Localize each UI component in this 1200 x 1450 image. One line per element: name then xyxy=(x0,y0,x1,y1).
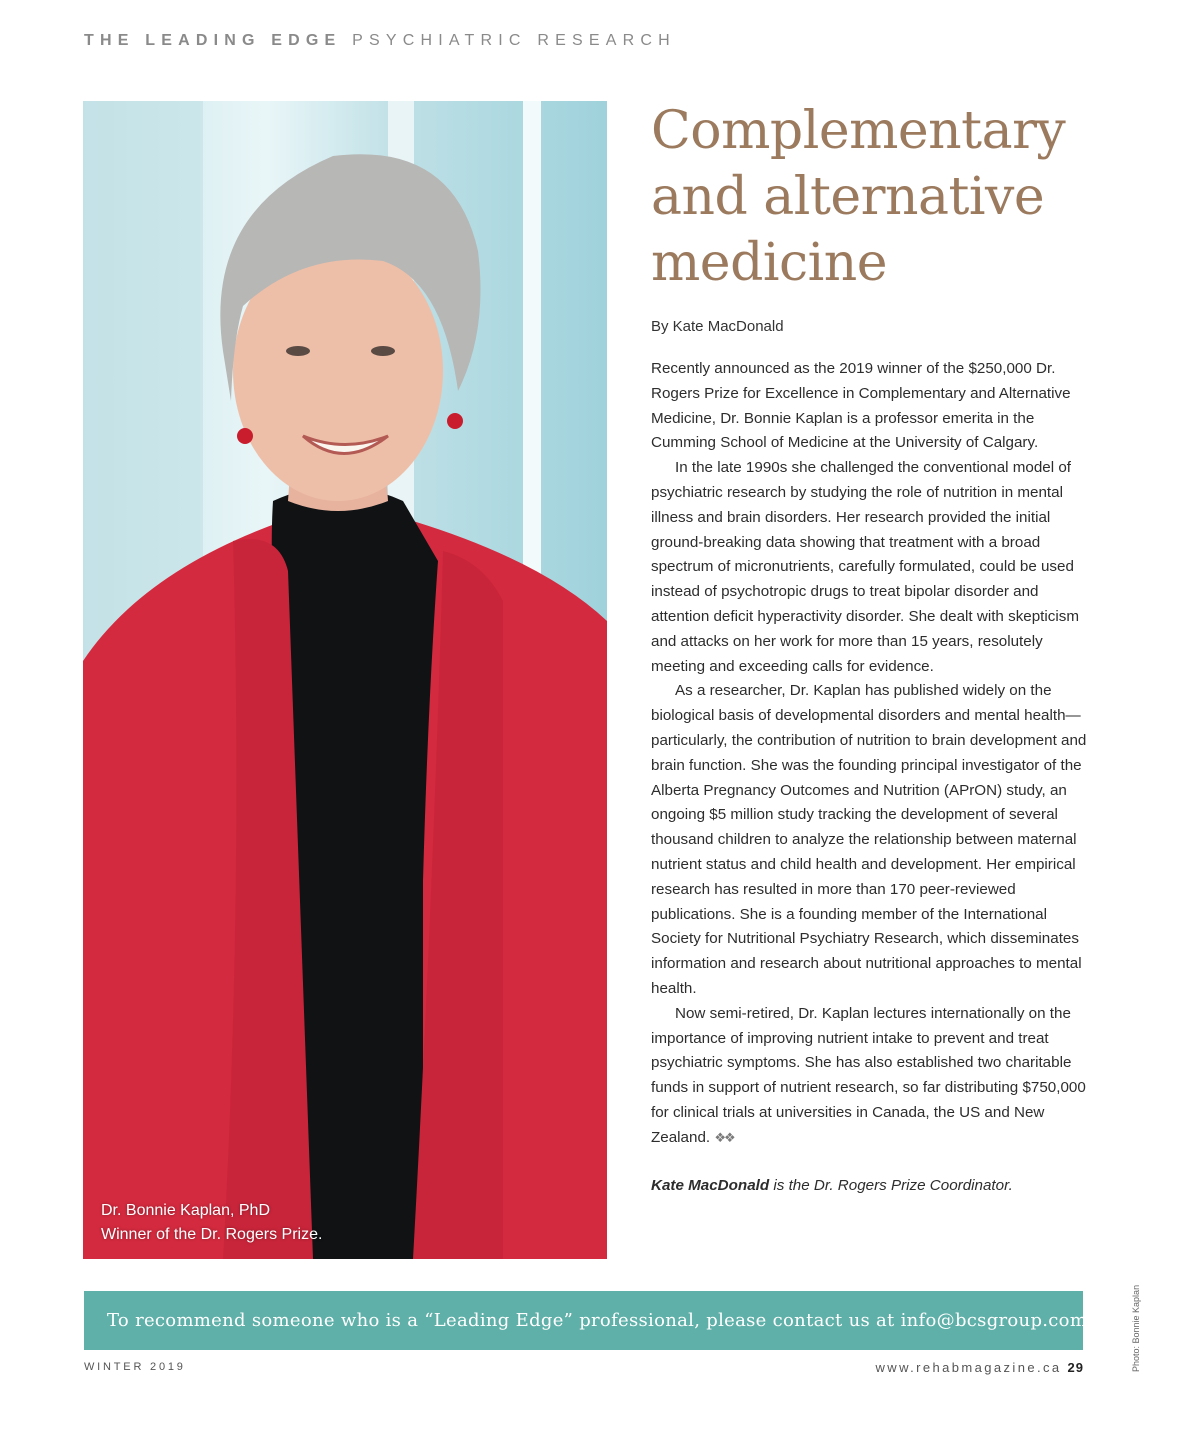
photo-credit: Photo: Bonnie Kaplan xyxy=(1131,1284,1141,1372)
recommend-banner xyxy=(84,1291,1088,1350)
recommend-banner-text: To recommend someone who is a “Leading Edge” professional, please contact us at info@bcsgroup.com xyxy=(107,1310,1088,1331)
caption-award: Winner of the Dr. Rogers Prize. xyxy=(101,1226,323,1243)
article xyxy=(651,98,1091,1194)
photo-caption xyxy=(101,1199,322,1247)
caption-name: Dr. Bonnie Kaplan, PhD xyxy=(101,1202,270,1219)
portrait-photo xyxy=(83,101,607,1259)
running-head xyxy=(84,32,676,50)
footer-issue: WINTER 2019 xyxy=(84,1361,186,1373)
byline: By Kate MacDonald xyxy=(651,318,784,335)
author-role: is the Dr. Rogers Prize Coordinator. xyxy=(769,1176,1013,1194)
running-head-topic: PSYCHIATRIC RESEARCH xyxy=(352,32,676,49)
running-head-section: THE LEADING EDGE xyxy=(84,32,342,49)
footer-website: www.rehabmagazine.ca xyxy=(875,1360,1062,1375)
paragraph-text: Now semi-retired, Dr. Kaplan lectures internationally on the importance of improving nutrient intake to prevent and treat psychiatric symptoms. She has also established two charitable funds in support of nutrient research, so far distributing $750,000 for clinical trials at universities in Canada, the US and New Zealand. xyxy=(651,1004,1086,1146)
paragraph: As a researcher, Dr. Kaplan has published widely on the biological basis of developmental disorders and mental health—particularly, the contribution of nutrition to brain development and brain function. She was the founding principal investigator of the Alberta Pregnancy Outcomes and Nutrition (APrON) study, an ongoing $5 million study tracking the development of several thousand children to analyze the relationship between maternal nutrient status and child health and development. Her empirical research has resulted in more than 170 peer-reviewed publications. She is a founding member of the International Society for Nutritional Psychiatry Research, which disseminates information and research about nutritional approaches to mental health. xyxy=(651,682,1087,997)
author-name: Kate MacDonald xyxy=(651,1176,770,1194)
page-number: 29 xyxy=(1067,1360,1084,1375)
footer-right xyxy=(876,1360,1085,1375)
paragraph: Recently announced as the 2019 winner of the $250,000 Dr. Rogers Prize for Excellence in Complementary and Alternative Medicine, Dr. Bonnie Kaplan is a professor emerita in the Cumming School of Medicine at the University of Calgary. xyxy=(651,360,1071,452)
author-note xyxy=(651,1177,1091,1194)
article-title: Complementary and alternative medicine xyxy=(651,101,1066,293)
article-body xyxy=(651,357,1091,1151)
paragraph: In the late 1990s she challenged the conventional model of psychiatric research by studying the role of nutrition in mental illness and brain disorders. Her research provided the initial ground-breaking data showing that treatment with a broad spectrum of micronutrients, carefully formulated, could be used instead of psychotropic drugs to treat bipolar disorder and attention deficit hyperactivity disorder. She dealt with skepticism and attacks on her work for more than 15 years, resolutely meeting and exceeding calls for evidence. xyxy=(651,459,1079,675)
end-of-article-icon: ❖❖ xyxy=(714,1129,734,1145)
paragraph xyxy=(651,1002,1091,1151)
portrait-photo-icon xyxy=(83,101,607,1259)
